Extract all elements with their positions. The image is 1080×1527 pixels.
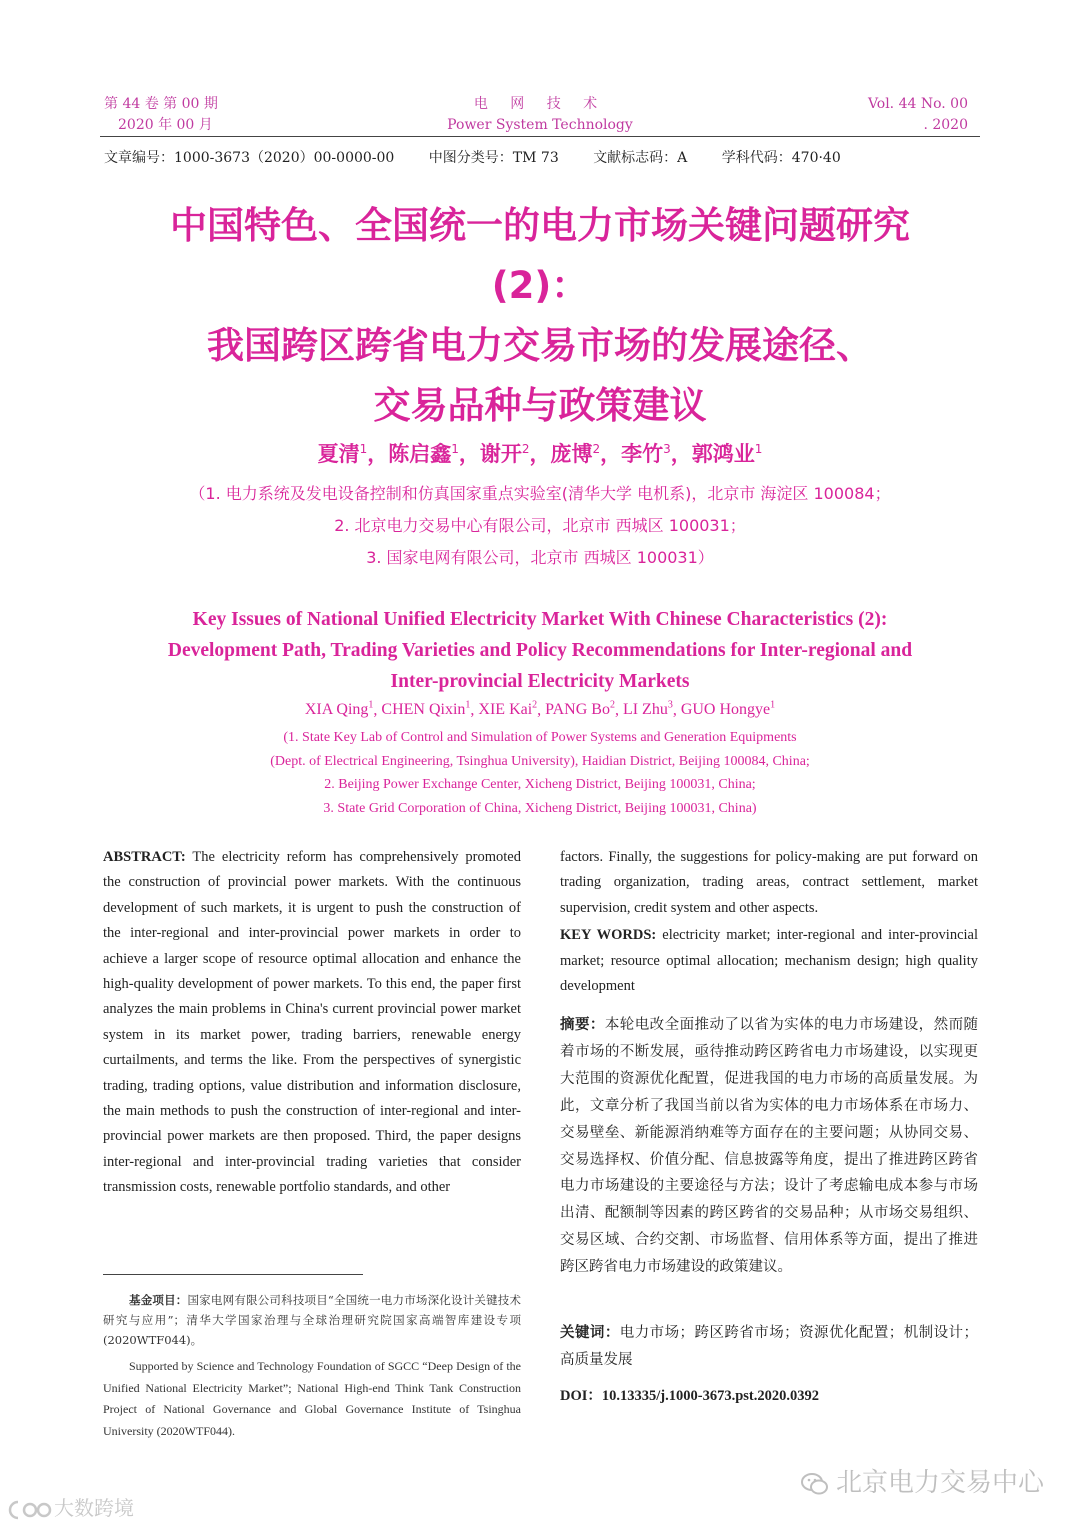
author-cn: 谢开$^2$ xyxy=(479,442,530,466)
journal-issue-cn xyxy=(104,94,284,136)
journal-issue-en xyxy=(768,94,968,136)
affiliation-en-4: 3. State Grid Corporation of China, Xicheng District, Beijing 100031, China) xyxy=(323,800,757,816)
volume-number-en: Vol. 44 No. 00 xyxy=(867,96,968,112)
journal-name-cn: 电 网 技 术 xyxy=(473,96,607,112)
author-en: LI Zhu$^3$ xyxy=(622,700,673,719)
volume-issue: 第 44 卷 第 00 期 xyxy=(104,96,218,112)
year-en: . 2020 xyxy=(923,117,968,133)
affiliation-cn-1: （1. 电力系统及发电设备控制和仿真国家重点实验室(清华大学 电机系)，北京市 海淀区 100084； xyxy=(189,484,891,503)
abstract-cn-text: 本轮电改全面推动了以省为实体的电力市场建设，然而随着市场的不断发展，亟待推动跨区跨省电力市场建设，以实现更大范围的资源优化配置，促进我国的电力市场的高质量发展。为此，文章分析了我国当前以省为实体的电力市场体系在市场力、交易壁垒、新能源消纳难等方面存在的主要问题；从协同交易、交易选择权、价值分配、信息披露等角度，提出了推进跨区跨省电力市场建设的主要途径与方法；设计了考虑输电成本参与市场出清、配额制等因素的跨区跨省的交易品种；从市场交易组织、交易区域、合约交割、市场监督、信用体系等方面，提出了推进跨区跨省电力市场建设的政策建议。 xyxy=(560,1017,979,1276)
abstract-en-continued xyxy=(560,845,978,999)
title-en xyxy=(60,604,1020,697)
title-cn xyxy=(60,196,1020,436)
doi[interactable]: DOI：10.13335/j.1000-3673.pst.2020.0392 xyxy=(560,1388,819,1404)
abstract-cn-label: 摘要： xyxy=(560,1017,605,1033)
author-en: PANG Bo$^2$ xyxy=(545,700,615,719)
article-number: 文章编号：1000-3673（2020）00-0000-00 xyxy=(104,150,395,166)
author-cn: 陈启鑫$^1$ xyxy=(388,442,459,466)
funding-en: Supported by Science and Technology Foundation of SGCC “Deep Design of the Unified National Electricity Market”; National High-end Think Tank Construction Project of National Governance and Global Governance Institute of Tsinghua University (2020WTF044). xyxy=(103,1359,521,1439)
watermark-brand xyxy=(8,1492,134,1521)
title-cn-line3: 我国跨区跨省电力交易市场的发展途径、 xyxy=(207,324,873,367)
abstract-en-text: The electricity reform has comprehensively promoted the construction of provincial power markets. With the continuous development of such markets, it is urgent to push the construction of the inter-regional and inter-provincial power markets in order to achieve a larger scope of resource optimal allocation and enhance the high-quality development of power markets. To this end, the paper first analyzes the main problems in China's current provincial power market system in its market power, trading barriers, renewable energy curtailments, and terms the like. From the perspectives of synergistic trading, trading options, value distribution and information disclosure, the main methods to push the construction of inter-regional and inter-provincial power markets are then proposed. Third, the paper designs inter-regional and inter-provincial trading varieties that consider transmission costs, renewable portfolio standards, and other xyxy=(103,849,521,1196)
abstract-en-label: ABSTRACT: xyxy=(103,849,186,865)
affiliation-en-3: 2. Beijing Power Exchange Center, Xicheng District, Beijing 100031, China; xyxy=(324,777,756,792)
affiliation-en-2: (Dept. of Electrical Engineering, Tsinghua University), Haidian District, Beijing 100084, China; xyxy=(270,753,810,769)
affiliation-en-1: (1. State Key Lab of Control and Simulation of Power Systems and Generation Equipments xyxy=(283,730,797,745)
title-en-line3: Inter-provincial Electricity Markets xyxy=(390,671,690,692)
author-cn: 夏清$^1$ xyxy=(317,442,368,466)
authors-cn: 夏清$^1$，陈启鑫$^1$，谢开$^2$，庞博$^2$，李竹$^3$，郭鸿业$^1$ xyxy=(317,442,763,466)
author-cn: 郭鸿业$^1$ xyxy=(691,442,763,466)
journal-name-en: Power System Technology xyxy=(447,117,633,133)
journal-name xyxy=(400,94,680,136)
keywords-en-label: KEY WORDS: xyxy=(560,927,657,944)
abstract-en-text-cont: factors. Finally, the suggestions for policy-making are put forward on trading organization, trading areas, contract settlement, market supervision, credit system and other aspects. xyxy=(560,849,978,916)
author-en: XIA Qing$^1$ xyxy=(304,700,374,719)
watermark-right-text: 北京电力交易中心 xyxy=(835,1468,1044,1498)
wechat-icon xyxy=(800,1471,830,1497)
footnote-rule xyxy=(103,1274,363,1275)
funding-cn-text: 国家电网有限公司科技项目“全国统一电力市场深化设计关键技术研究与应用”；清华大学国家治理与全球治理研究院国家高端智库建设专项(2020WTF044)。 xyxy=(103,1293,521,1347)
brand-logo-icon xyxy=(8,1499,52,1521)
author-en: GUO Hongye$^1$ xyxy=(680,700,776,719)
issue-date: 2020 年 00 月 xyxy=(118,117,213,133)
funding-cn xyxy=(103,1290,521,1350)
funding-cn-label: 基金项目： xyxy=(129,1293,188,1307)
affiliations-cn xyxy=(60,478,1020,574)
abstract-en xyxy=(103,845,521,1201)
title-cn-line2: (2)： xyxy=(491,264,589,307)
abstract-cn xyxy=(560,1012,978,1281)
affiliation-cn-2: 2. 北京电力交易中心有限公司，北京市 西城区 100031； xyxy=(334,516,746,535)
article-meta xyxy=(104,147,984,167)
keywords-cn-text: 电力市场；跨区跨省市场；资源优化配置；机制设计；高质量发展 xyxy=(560,1325,979,1368)
title-cn-line1: 中国特色、全国统一的电力市场关键问题研究 xyxy=(170,204,910,247)
authors-en: XIA Qing$^1$, CHEN Qixin$^1$, XIE Kai$^2$, PANG Bo$^2$, LI Zhu$^3$, GUO Hongye$^1$ xyxy=(304,700,776,719)
watermark-wechat xyxy=(800,1462,1044,1499)
title-en-line1: Key Issues of National Unified Electricity Market With Chinese Characteristics (2): xyxy=(192,609,888,630)
clc-number: 中图分类号：TM 73 xyxy=(428,150,559,166)
keywords-cn xyxy=(560,1320,978,1374)
keywords-cn-label: 关键词： xyxy=(560,1325,620,1341)
title-cn-line4: 交易品种与政策建议 xyxy=(373,384,707,427)
watermark-left-text: 大数跨境 xyxy=(54,1496,134,1520)
header-rule xyxy=(100,136,980,137)
author-cn: 庞博$^2$ xyxy=(550,442,601,466)
author-cn: 李竹$^3$ xyxy=(621,442,671,466)
affiliation-cn-3: 3. 国家电网有限公司，北京市 西城区 100031） xyxy=(366,548,714,567)
affiliations-en xyxy=(60,726,1020,820)
keywords-en xyxy=(560,923,978,999)
author-en: CHEN Qixin$^1$ xyxy=(381,700,471,719)
document-code: 文献标志码：A xyxy=(593,150,688,166)
title-en-line2: Development Path, Trading Varieties and Policy Recommendations for Inter-regional and xyxy=(167,640,913,661)
author-en: XIE Kai$^2$ xyxy=(478,700,538,719)
subject-code: 学科代码：470·40 xyxy=(721,150,841,166)
keywords-en-text: electricity market; inter-regional and inter-provincial market; resource optimal allocation; mechanism design; high quality development xyxy=(560,927,978,995)
